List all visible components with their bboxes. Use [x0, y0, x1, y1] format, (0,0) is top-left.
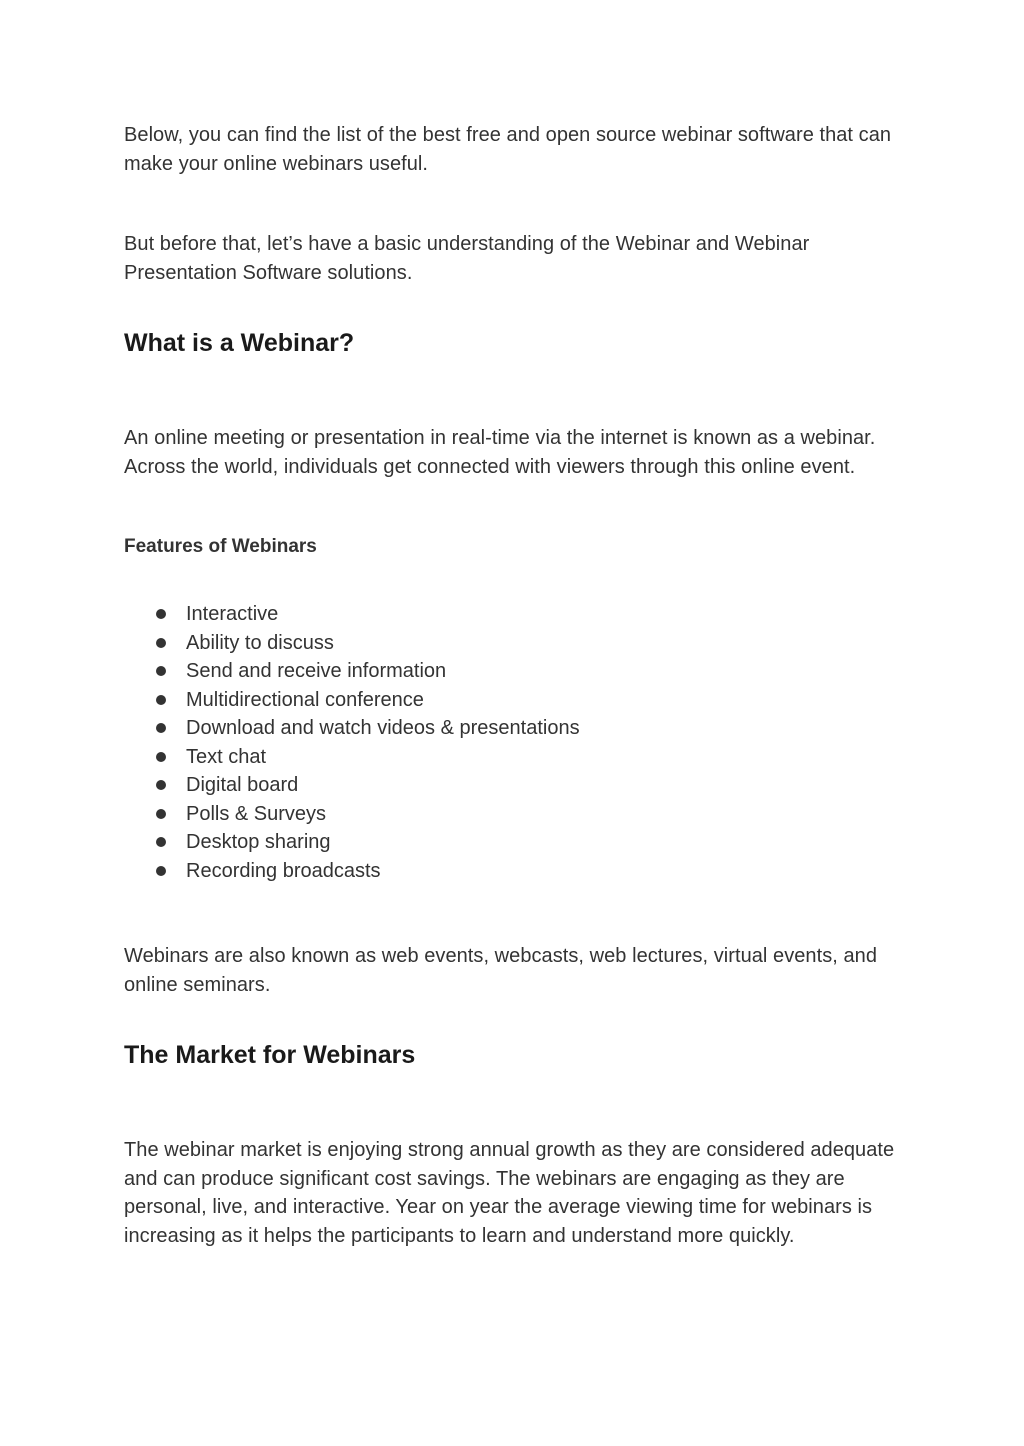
- list-item-label: Download and watch videos & presentations: [186, 717, 580, 739]
- intro-paragraph: Below, you can find the list of the best free and open source webinar software that can make your online webinars useful.: [124, 124, 892, 175]
- list-item-label: Text chat: [186, 745, 267, 768]
- bullet-icon: [156, 723, 166, 733]
- aka-paragraph: Webinars are also known as web events, webcasts, web lectures, virtual events, and online seminars.: [124, 945, 877, 996]
- bullet-icon: [156, 752, 166, 762]
- features-heading: Features of Webinars: [124, 536, 317, 557]
- list-item: [124, 800, 824, 829]
- bullet-icon: [156, 609, 166, 619]
- bullet-icon: [156, 837, 166, 847]
- list-item: [124, 629, 824, 658]
- list-item-label: Desktop sharing: [186, 831, 331, 853]
- list-item: [124, 657, 824, 686]
- bullet-icon: [156, 866, 166, 876]
- list-item-label: Digital board: [186, 774, 299, 796]
- market-paragraph: The webinar market is enjoying strong annual growth as they are considered adequate and can produce significant cost savings. The webinars are engaging as they are personal, live, and interactive. Year on year the average viewing time for webinars is increasing as it helps the participants to learn and understand more quickly.: [124, 1139, 895, 1247]
- list-item-label: Multidirectional conference: [186, 688, 424, 711]
- bullet-icon: [156, 780, 166, 790]
- before-paragraph: But before that, let’s have a basic understanding of the Webinar and Webinar Presentation Software solutions.: [124, 233, 810, 284]
- bullet-icon: [156, 638, 166, 648]
- list-item: [124, 857, 824, 886]
- bullet-icon: [156, 809, 166, 819]
- features-list: [124, 600, 824, 885]
- list-item: [124, 600, 824, 629]
- bullet-icon: [156, 666, 166, 676]
- definition-paragraph: An online meeting or presentation in real-time via the internet is known as a webinar. Across the world, individuals get connected with viewers through this online event.: [124, 427, 876, 478]
- list-item: [124, 771, 824, 800]
- list-item-label: Send and receive information: [186, 660, 447, 682]
- what-is-heading: What is a Webinar?: [124, 329, 355, 357]
- list-item-label: Polls & Surveys: [186, 802, 327, 825]
- list-item: [124, 743, 824, 772]
- list-item: [124, 828, 824, 857]
- list-item: [124, 686, 824, 715]
- list-item-label: Ability to discuss: [186, 631, 334, 654]
- list-item: [124, 714, 824, 743]
- market-heading: The Market for Webinars: [124, 1041, 416, 1069]
- bullet-icon: [156, 695, 166, 705]
- list-item-label: Interactive: [186, 603, 279, 625]
- list-item-label: Recording broadcasts: [186, 859, 381, 882]
